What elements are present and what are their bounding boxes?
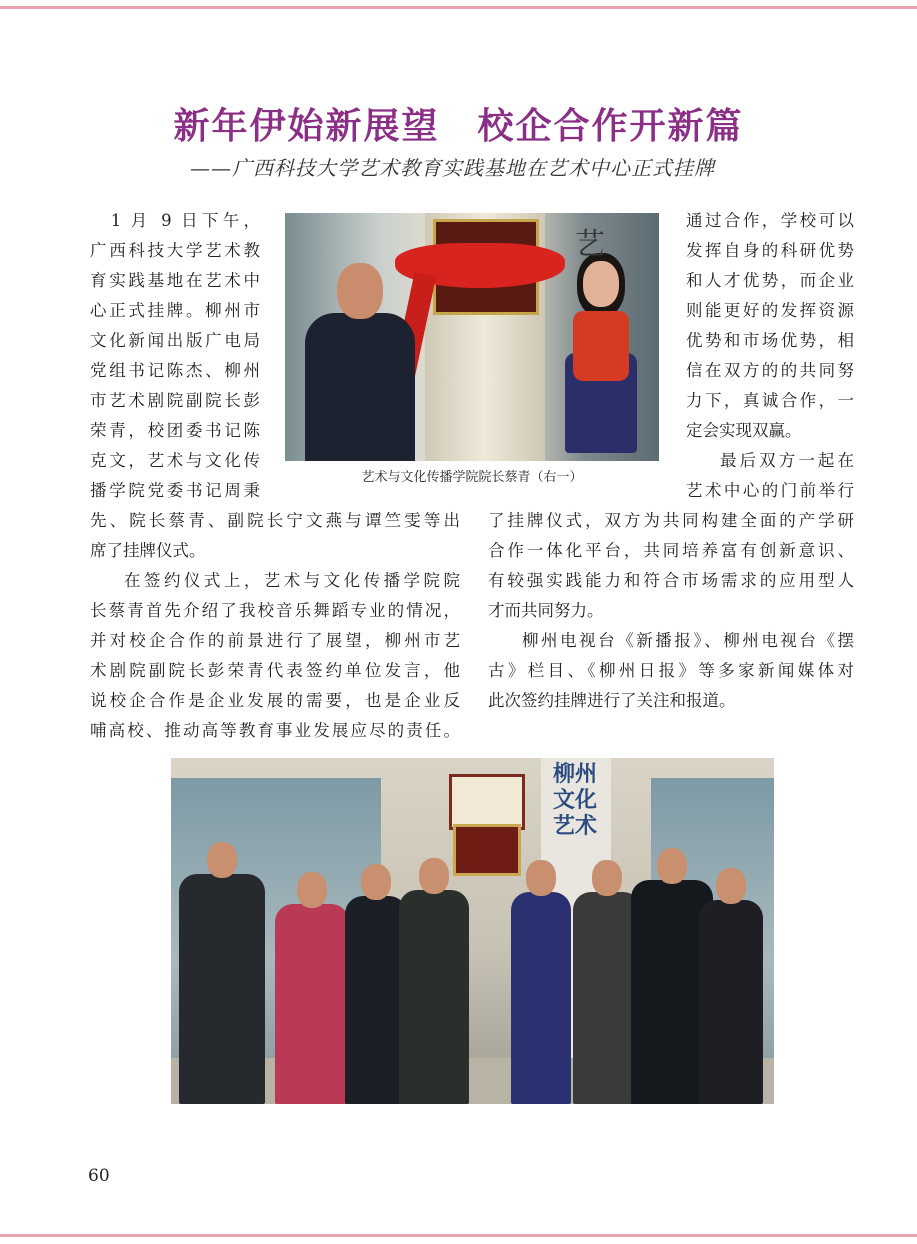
text-line: 说校企合作是企业发展的需要，也是企业反 (90, 691, 460, 710)
article-title: 新年伊始新展望 校企合作开新篇 (173, 105, 744, 147)
text-line: 信在双方的的共同努 (686, 361, 854, 380)
text-line: 合作一体化平台，共同培养富有创新意识、 (488, 541, 854, 560)
left-column-bottom (90, 506, 460, 746)
text-line: 党组书记陈杰、柳州 (90, 361, 260, 380)
top-rule (0, 6, 917, 9)
text-line: 文化新闻出版广电局 (90, 331, 260, 350)
text-line: 广西科技大学艺术教 (90, 241, 260, 260)
photo-sign-glyph: 艺 (575, 227, 605, 262)
text-line: 在签约仪式上，艺术与文化传播学院院 (124, 571, 460, 590)
ceremony-photo-unveiling (285, 213, 659, 461)
right-column-top (686, 206, 854, 506)
text-line: 发挥自身的科研优势 (686, 241, 854, 260)
text-line: 术剧院副院长彭荣青代表签约单位发言，他 (90, 661, 460, 680)
text-line: 哺高校、推动高等教育事业发展应尽的责任。 (90, 721, 460, 740)
text-line: 和人才优势，而企业 (686, 271, 854, 290)
text-line: 1 月 9 日下午， (90, 211, 260, 230)
text-line: 长蔡青首先介绍了我校音乐舞蹈专业的情况， (90, 601, 460, 620)
text-line: 育实践基地在艺术中 (90, 271, 260, 290)
group-person (179, 842, 265, 1104)
photo-plaque-upper (449, 774, 525, 830)
text-line: 有较强实践能力和符合市场需求的应用型人 (488, 571, 854, 590)
group-person (275, 872, 349, 1104)
text-line: 此次签约挂牌进行了关注和报道。 (488, 691, 736, 710)
text-line: 柳州电视台《新播报》、柳州电视台《摆 (522, 631, 854, 650)
article-subtitle: ——广西科技大学艺术教育实践基地在艺术中心正式挂牌 (190, 156, 715, 180)
text-line: 荣青，校团委书记陈 (90, 421, 260, 440)
group-photo (171, 758, 774, 1104)
text-line: 定会实现双赢。 (686, 421, 802, 440)
text-line: 最后双方一起在 (720, 451, 854, 470)
photo-man (305, 263, 415, 461)
left-column-top (90, 206, 260, 506)
group-person (511, 860, 571, 1104)
text-line: 则能更好的发挥资源 (686, 301, 854, 320)
photo-vertical-sign: 柳州文化艺术 (552, 762, 597, 839)
page-number: 60 (88, 1166, 110, 1186)
text-line: 才而共同努力。 (488, 601, 604, 620)
text-line: 心正式挂牌。柳州市 (90, 301, 260, 320)
photo-caption: 艺术与文化传播学院院长蔡青（右一） (361, 470, 583, 485)
text-line: 优势和市场优势，相 (686, 331, 854, 350)
text-line: 力下，真诚合作，一 (686, 391, 854, 410)
text-line: 古》栏目、《柳州日报》等多家新闻媒体对 (488, 661, 854, 680)
text-line: 席了挂牌仪式。 (90, 541, 206, 560)
text-line: 并对校企合作的前景进行了展望，柳州市艺 (90, 631, 460, 650)
text-line: 通过合作，学校可以 (686, 211, 854, 230)
bottom-rule (0, 1234, 917, 1237)
group-person (399, 858, 469, 1104)
text-line: 克文，艺术与文化传 (90, 451, 260, 470)
text-line: 艺术中心的门前举行 (686, 481, 854, 500)
group-person (699, 868, 763, 1104)
text-line: 市艺术剧院副院长彭 (90, 391, 260, 410)
text-line: 了挂牌仪式，双方为共同构建全面的产学研 (488, 511, 854, 530)
photo-woman (555, 253, 645, 461)
text-line: 先、院长蔡青、副院长宁文燕与谭竺雯等出 (90, 511, 460, 530)
right-column-bottom (488, 506, 854, 716)
group-person (345, 864, 407, 1104)
text-line: 播学院党委书记周秉 (90, 481, 260, 500)
